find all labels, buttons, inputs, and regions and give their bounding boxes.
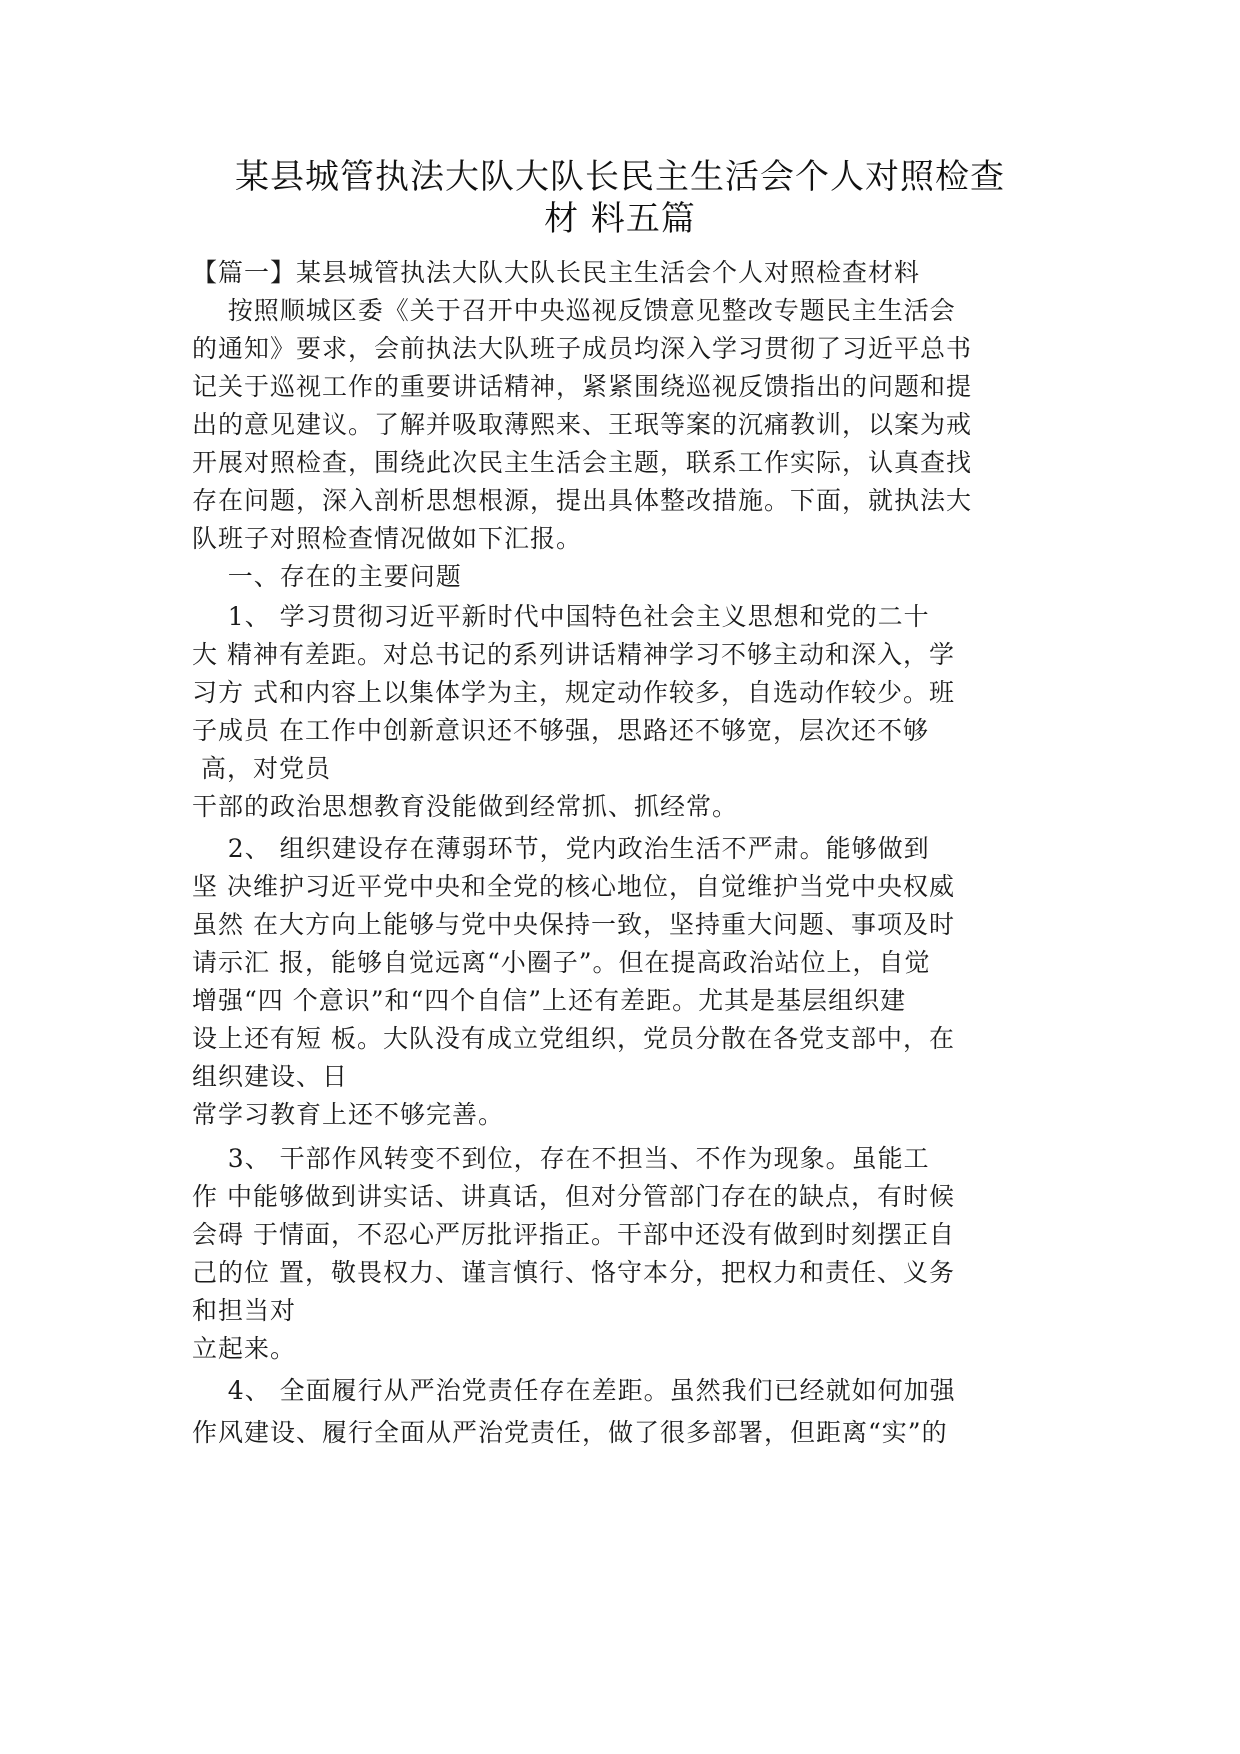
body-line: 出的意见建议。了解并吸取薄熙来、王珉等案的沉痛教训，以案为戒 (192, 410, 973, 439)
body-line: 和担当对 (192, 1296, 297, 1325)
body-line: 会碍 于情面，不忍心严厉批评指正。干部中还没有做到时刻摆正自 (192, 1220, 955, 1249)
body-line: 立起来。 (192, 1334, 297, 1363)
body-line: 作风建设、履行全面从严治党责任，做了很多部署，但距离“实”的 (192, 1418, 948, 1447)
body-line: 常学习教育上还不够完善。 (192, 1100, 505, 1129)
document-title-line-1: 某县城管执法大队大队长民主生活会个人对照检查 (235, 157, 1005, 197)
section-subheading: 一、存在的主要问题 (192, 562, 462, 591)
body-line: 2、 组织建设存在薄弱环节，党内政治生活不严肃。能够做到 (192, 834, 930, 863)
body-line: 设上还有短 板。大队没有成立党组织，党员分散在各党支部中，在 (192, 1024, 955, 1053)
section-heading: 【篇一】某县城管执法大队大队长民主生活会个人对照检查材料 (192, 258, 921, 287)
body-line: 4、 全面履行从严治党责任存在差距。虽然我们已经就如何加强 (192, 1376, 956, 1405)
body-line: 按照顺城区委《关于召开中央巡视反馈意见整改专题民主生活会 (192, 296, 956, 325)
body-line: 记关于巡视工作的重要讲话精神，紧紧围绕巡视反馈指出的问题和提 (192, 372, 973, 401)
body-line: 作 中能够做到讲实话、讲真话，但对分管部门存在的缺点，有时候 (192, 1182, 955, 1211)
body-line: 坚 决维护习近平党中央和全党的核心地位，自觉维护当党中央权威 (192, 872, 955, 901)
body-line: 的通知》要求，会前执法大队班子成员均深入学习贯彻了习近平总书 (192, 334, 973, 363)
body-line: 高，对党员 (192, 754, 331, 783)
body-line: 3、 干部作风转变不到位，存在不担当、不作为现象。虽能工 (192, 1144, 930, 1173)
body-line: 干部的政治思想教育没能做到经常抓、抓经常。 (192, 792, 739, 821)
body-line: 请示汇 报，能够自觉远离“小圈子”。但在提高政治站位上，自觉 (192, 948, 931, 977)
body-line: 己的位 置，敬畏权力、谨言慎行、恪守本分，把权力和责任、义务 (192, 1258, 955, 1287)
body-line: 1、 学习贯彻习近平新时代中国特色社会主义思想和党的二十 (192, 602, 930, 631)
body-line: 虽然 在大方向上能够与党中央保持一致，坚持重大问题、事项及时 (192, 910, 955, 939)
body-line: 队班子对照检查情况做如下汇报。 (192, 524, 583, 553)
body-line: 开展对照检查，围绕此次民主生活会主题，联系工作实际，认真查找 (192, 448, 973, 477)
body-line: 大 精神有差距。对总书记的系列讲话精神学习不够主动和深入，学 (192, 640, 955, 669)
body-line: 子成员 在工作中创新意识还不够强，思路还不够宽，层次还不够 (192, 716, 929, 745)
document-title-line-2: 材 料五篇 (544, 199, 696, 239)
body-line: 组织建设、日 (192, 1062, 349, 1091)
body-line: 增强“四 个意识”和“四个自信”上还有差距。尤其是基层组织建 (192, 986, 907, 1015)
body-line: 存在问题，深入剖析思想根源，提出具体整改措施。下面，就执法大 (192, 486, 973, 515)
body-line: 习方 式和内容上以集体学为主，规定动作较多，自选动作较少。班 (192, 678, 955, 707)
